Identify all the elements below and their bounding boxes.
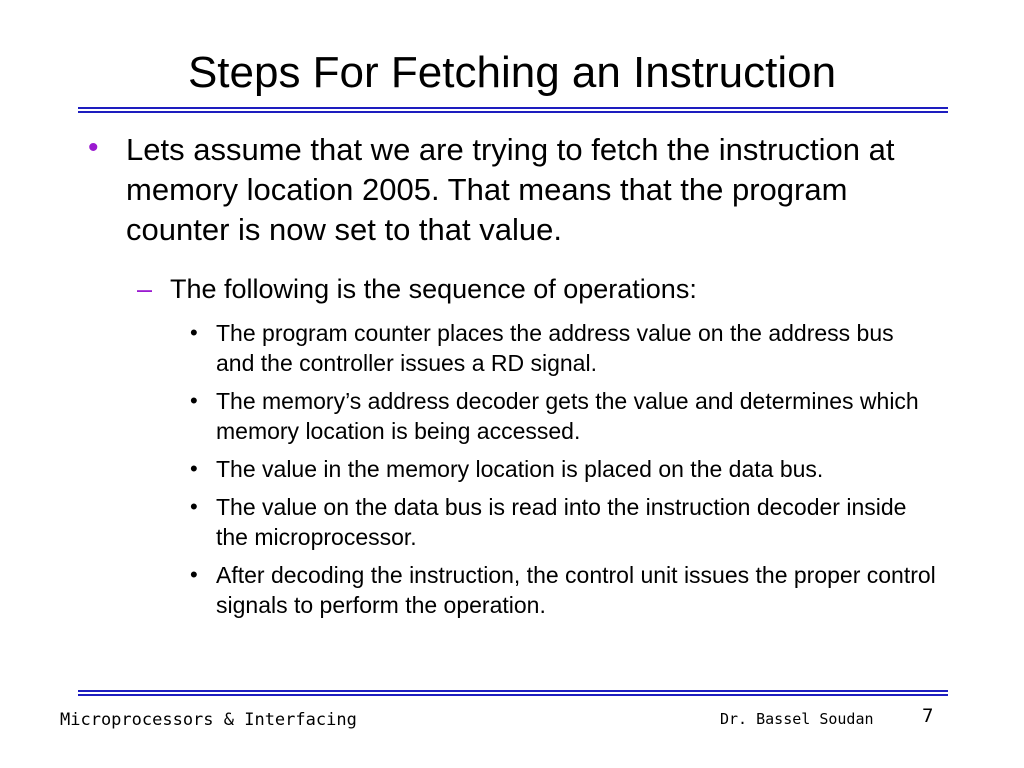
level2-dash-icon: – <box>137 274 153 304</box>
list-item <box>0 454 1024 484</box>
slide-title: Steps For Fetching an Instruction <box>187 48 837 97</box>
step-bullet-icon: • <box>190 456 198 481</box>
step-text: The value in the memory location is placed on the data bus. <box>216 456 824 482</box>
list-item <box>0 492 1024 552</box>
page-number: 7 <box>922 705 934 727</box>
step-text: The value on the data bus is read into the instruction decoder inside the microprocessor. <box>216 494 907 550</box>
step-bullet-icon: • <box>190 562 198 587</box>
step-text: The program counter places the address value on the address bus and the controller issues a RD signal. <box>216 320 894 376</box>
title-divider <box>78 107 948 113</box>
level1-bullet-icon: • <box>88 131 99 164</box>
step-text: After decoding the instruction, the control unit issues the proper control signals to perform the operation. <box>216 562 936 618</box>
list-item <box>0 318 1024 378</box>
step-bullet-icon: • <box>190 494 198 519</box>
step-bullet-icon: • <box>190 320 198 345</box>
level2-text: The following is the sequence of operations: <box>170 274 697 304</box>
step-bullet-icon: • <box>190 388 198 413</box>
steps-list <box>0 318 1024 628</box>
list-item <box>0 560 1024 620</box>
step-text: The memory’s address decoder gets the value and determines which memory location is being accessed. <box>216 388 919 444</box>
level1-text: Lets assume that we are trying to fetch the instruction at memory location 2005. That means that the program counter is now set to that value. <box>126 132 895 247</box>
footer-course: Microprocessors & Interfacing <box>60 710 357 730</box>
footer-divider <box>78 690 948 696</box>
footer-author: Dr. Bassel Soudan <box>720 710 874 728</box>
list-item <box>0 386 1024 446</box>
